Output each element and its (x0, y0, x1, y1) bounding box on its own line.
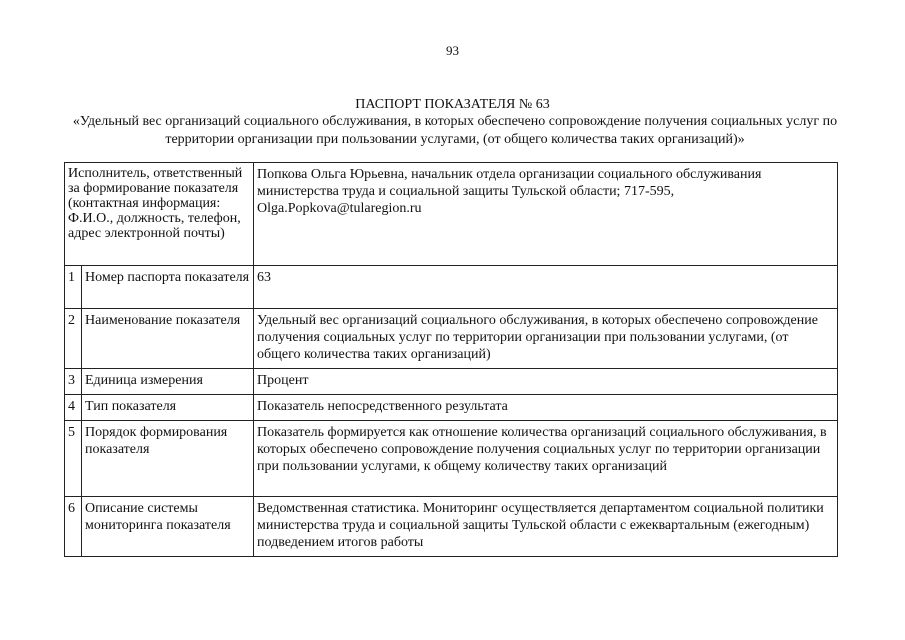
row-label: Единица измерения (82, 369, 254, 395)
table-row (65, 421, 838, 497)
page-title: ПАСПОРТ ПОКАЗАТЕЛЯ № 63 (355, 97, 550, 112)
row-number: 5 (65, 421, 82, 497)
row-number: 1 (65, 266, 82, 309)
indicator-subtitle: «Удельный вес организаций социального обслуживания, в которых обеспечено сопровождение получения социальных услуг по территории организации при пользовании услугами, (от общего количества таких организаций)» (72, 114, 838, 147)
row-value: 63 (254, 266, 838, 309)
row-number: 3 (65, 369, 82, 395)
row-label: Описание системы мониторинга показателя (82, 497, 254, 557)
executor-label: Исполнитель, ответственный за формирование показателя (контактная информация: Ф.И.О., должность, телефон, адрес электронной почты) (65, 163, 254, 266)
row-label: Номер паспорта показателя (82, 266, 254, 309)
row-value: Показатель формируется как отношение количества организаций социального обслуживания, в которых обеспечено сопровождение получения социальных услуг по территории организации при пользовании услугами, к общему количеству таких организаций (254, 421, 838, 497)
row-value: Показатель непосредственного результата (254, 395, 838, 421)
row-value: Удельный вес организаций социального обслуживания, в которых обеспечено сопровождение получения социальных услуг по территории организации при пользовании услугами, (от общего количества таких организаций) (254, 309, 838, 369)
row-label: Порядок формирования показателя (82, 421, 254, 497)
table-row (65, 309, 838, 369)
row-number: 4 (65, 395, 82, 421)
passport-table (64, 162, 838, 557)
row-label: Тип показателя (82, 395, 254, 421)
row-number: 6 (65, 497, 82, 557)
table-row (65, 266, 838, 309)
executor-value: Попкова Ольга Юрьевна, начальник отдела организации социального обслуживания министерства труда и социальной защиты Тульской области; 717-595, Olga.Popkova@tularegion.ru (254, 163, 838, 266)
row-value: Ведомственная статистика. Мониторинг осуществляется департаментом социальной политики министерства труда и социальной защиты Тульской области с ежеквартальным (ежегодным) подведением итогов работы (254, 497, 838, 557)
row-label: Наименование показателя (82, 309, 254, 369)
table-row (65, 497, 838, 557)
page-number: 93 (446, 43, 459, 58)
row-value: Процент (254, 369, 838, 395)
executor-row (65, 163, 838, 266)
row-number: 2 (65, 309, 82, 369)
table-row (65, 395, 838, 421)
table-row (65, 369, 838, 395)
